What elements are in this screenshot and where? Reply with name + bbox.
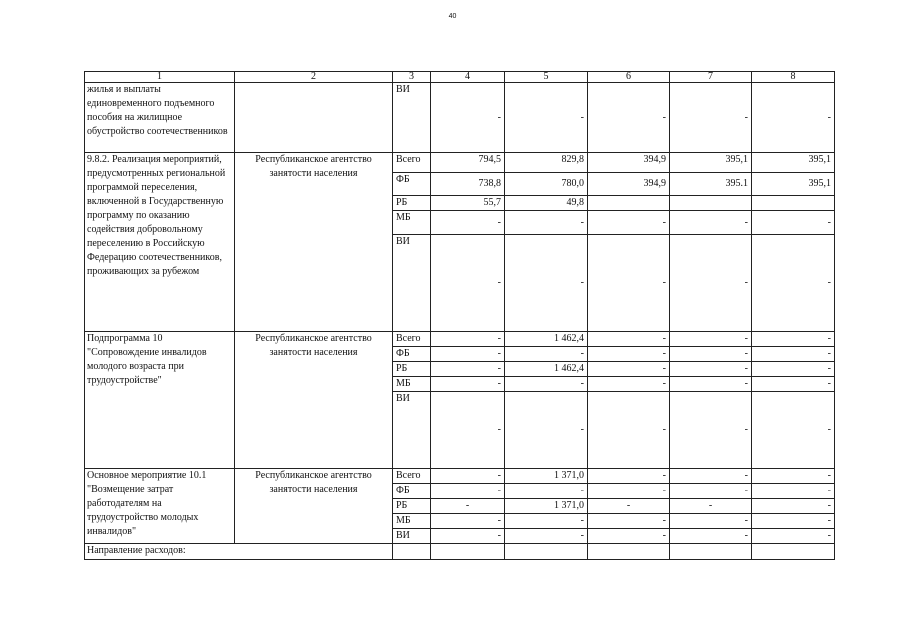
value-cell: - bbox=[670, 332, 752, 347]
value-cell: - bbox=[431, 83, 505, 153]
value-cell: 394,9 bbox=[588, 173, 670, 196]
funding-source: ФБ bbox=[393, 173, 431, 196]
expenditure-direction-label: Направление расходов: bbox=[85, 544, 393, 560]
header-cell: 3 bbox=[393, 72, 431, 83]
value-cell: 829,8 bbox=[505, 153, 588, 173]
table-row bbox=[85, 332, 835, 347]
header-cell: 2 bbox=[235, 72, 393, 83]
header-row bbox=[85, 72, 835, 83]
budget-table bbox=[84, 71, 835, 560]
header-cell: 8 bbox=[752, 72, 835, 83]
value-cell: - bbox=[431, 235, 505, 332]
value-cell: - bbox=[505, 529, 588, 544]
value-cell: 780,0 bbox=[505, 173, 588, 196]
value-cell: - bbox=[670, 211, 752, 235]
table-row bbox=[85, 83, 835, 153]
header-cell: 5 bbox=[505, 72, 588, 83]
value-cell: 1 462,4 bbox=[505, 332, 588, 347]
value-cell: - bbox=[588, 211, 670, 235]
value-cell: 49,8 bbox=[505, 196, 588, 211]
value-cell: - bbox=[505, 514, 588, 529]
value-cell: 1 371,0 bbox=[505, 499, 588, 514]
agency-cell bbox=[235, 83, 393, 153]
empty-cell bbox=[393, 544, 431, 560]
value-cell: - bbox=[588, 235, 670, 332]
measure-name: жилья и выплаты единовременного подъемного пособия на жилищное обустройство соотечественников bbox=[85, 83, 235, 153]
value-cell: - bbox=[588, 347, 670, 362]
value-cell: 395,1 bbox=[752, 173, 835, 196]
value-cell: - bbox=[670, 514, 752, 529]
value-cell: 1 462,4 bbox=[505, 362, 588, 377]
value-cell: - bbox=[505, 83, 588, 153]
value-cell: 395,1 bbox=[752, 153, 835, 173]
empty-cell bbox=[505, 544, 588, 560]
value-cell: - bbox=[431, 529, 505, 544]
value-cell: - bbox=[670, 83, 752, 153]
value-cell: - bbox=[505, 235, 588, 332]
value-cell: - bbox=[588, 499, 670, 514]
value-cell: 738,8 bbox=[431, 173, 505, 196]
value-cell: - bbox=[588, 392, 670, 469]
value-cell: 394,9 bbox=[588, 153, 670, 173]
value-cell: - bbox=[752, 362, 835, 377]
value-cell: - bbox=[670, 469, 752, 484]
header-cell: 1 bbox=[85, 72, 235, 83]
value-cell: - bbox=[505, 377, 588, 392]
funding-source: ВИ bbox=[393, 235, 431, 332]
measure-name: Подпрограмма 10 "Сопровождение инвалидов молодого возраста при трудоустройстве" bbox=[85, 332, 235, 469]
value-cell: - bbox=[752, 529, 835, 544]
value-cell: - bbox=[505, 392, 588, 469]
value-cell: - bbox=[431, 484, 505, 499]
value-cell: - bbox=[431, 499, 505, 514]
value-cell: - bbox=[670, 377, 752, 392]
value-cell: - bbox=[670, 347, 752, 362]
value-cell bbox=[588, 196, 670, 211]
value-cell: - bbox=[752, 83, 835, 153]
value-cell: - bbox=[588, 332, 670, 347]
header-cell: 4 bbox=[431, 72, 505, 83]
value-cell: - bbox=[752, 514, 835, 529]
agency-name: Республиканское агентство занятости населения bbox=[235, 469, 393, 544]
value-cell: - bbox=[752, 484, 835, 499]
header-cell: 7 bbox=[670, 72, 752, 83]
table-row bbox=[85, 153, 835, 173]
value-cell: 55,7 bbox=[431, 196, 505, 211]
value-cell bbox=[670, 196, 752, 211]
value-cell: - bbox=[431, 514, 505, 529]
value-cell bbox=[752, 196, 835, 211]
value-cell: - bbox=[752, 499, 835, 514]
value-cell: - bbox=[588, 529, 670, 544]
funding-source: ВИ bbox=[393, 392, 431, 469]
agency-name: Республиканское агентство занятости населения bbox=[235, 153, 393, 332]
value-cell: - bbox=[431, 362, 505, 377]
funding-source: Всего bbox=[393, 332, 431, 347]
empty-cell bbox=[588, 544, 670, 560]
funding-source: Всего bbox=[393, 469, 431, 484]
value-cell: - bbox=[588, 362, 670, 377]
value-cell: - bbox=[752, 235, 835, 332]
value-cell: - bbox=[588, 484, 670, 499]
value-cell: - bbox=[670, 484, 752, 499]
value-cell: - bbox=[588, 83, 670, 153]
value-cell: - bbox=[431, 392, 505, 469]
funding-source: МБ bbox=[393, 211, 431, 235]
funding-source: ФБ bbox=[393, 484, 431, 499]
value-cell: - bbox=[588, 469, 670, 484]
value-cell: - bbox=[752, 347, 835, 362]
funding-source: РБ bbox=[393, 499, 431, 514]
table-row bbox=[85, 544, 835, 560]
value-cell: - bbox=[670, 362, 752, 377]
value-cell: 1 371,0 bbox=[505, 469, 588, 484]
funding-source: МБ bbox=[393, 377, 431, 392]
empty-cell bbox=[670, 544, 752, 560]
value-cell: - bbox=[505, 484, 588, 499]
value-cell: - bbox=[588, 377, 670, 392]
value-cell: - bbox=[431, 469, 505, 484]
value-cell: - bbox=[670, 392, 752, 469]
value-cell: - bbox=[431, 377, 505, 392]
value-cell: - bbox=[505, 347, 588, 362]
value-cell: 395.1 bbox=[670, 173, 752, 196]
funding-source: РБ bbox=[393, 362, 431, 377]
page-number: 40 bbox=[448, 13, 457, 20]
value-cell: - bbox=[752, 377, 835, 392]
value-cell: 395,1 bbox=[670, 153, 752, 173]
funding-source: МБ bbox=[393, 514, 431, 529]
table-row bbox=[85, 469, 835, 484]
funding-source: РБ bbox=[393, 196, 431, 211]
value-cell: - bbox=[752, 469, 835, 484]
measure-name: Основное мероприятие 10.1 "Возмещение затрат работодателям на трудоустройство молодых инвалидов" bbox=[85, 469, 235, 544]
value-cell: - bbox=[752, 392, 835, 469]
funding-source: ВИ bbox=[393, 529, 431, 544]
empty-cell bbox=[752, 544, 835, 560]
funding-source: Всего bbox=[393, 153, 431, 173]
agency-name: Республиканское агентство занятости населения bbox=[235, 332, 393, 469]
value-cell: - bbox=[431, 332, 505, 347]
value-cell: - bbox=[752, 211, 835, 235]
value-cell: - bbox=[505, 211, 588, 235]
value-cell: - bbox=[670, 529, 752, 544]
measure-name: 9.8.2. Реализация мероприятий, предусмотренных региональной программой переселения, включенной в Государственную программу по оказанию содействия добровольному переселению в Российскую Федерацию соотечественников, проживающих за рубежом bbox=[85, 153, 235, 332]
funding-source: ВИ bbox=[393, 83, 431, 153]
value-cell: - bbox=[431, 211, 505, 235]
value-cell: - bbox=[670, 235, 752, 332]
value-cell: - bbox=[752, 332, 835, 347]
value-cell: 794,5 bbox=[431, 153, 505, 173]
funding-source: ФБ bbox=[393, 347, 431, 362]
value-cell: - bbox=[431, 347, 505, 362]
empty-cell bbox=[431, 544, 505, 560]
value-cell: - bbox=[588, 514, 670, 529]
header-cell: 6 bbox=[588, 72, 670, 83]
value-cell: - bbox=[670, 499, 752, 514]
